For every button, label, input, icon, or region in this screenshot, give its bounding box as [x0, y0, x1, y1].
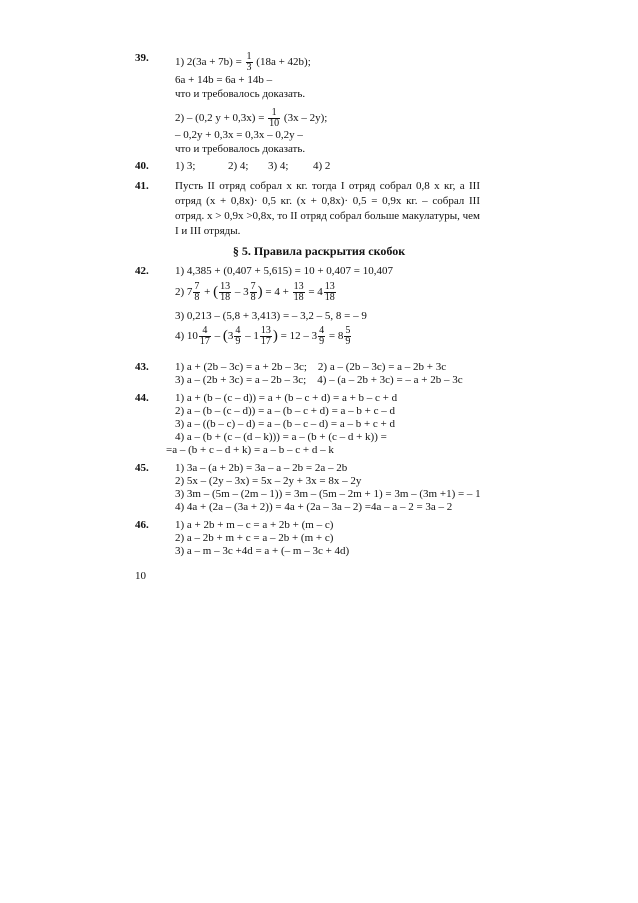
p42-l2-pre: 2) 7	[175, 286, 193, 299]
open-paren: (	[222, 328, 228, 344]
p44-line-1: 1) a + (b – (c – d)) = a + (b – c + d) = a + b – c + d	[175, 392, 398, 404]
p42-line-3: 3) 0,213 – (5,8 + 3,413) = – 3,2 – 5, 8 = – 9	[175, 310, 367, 322]
p39-line-5: – 0,2y + 0,3x = 0,3x – 0,2y –	[175, 129, 303, 141]
p42-l2-plus: +	[204, 286, 211, 299]
p46-line-3: 3) a – m – 3c +4d = a + (– m – 3c + 4d)	[175, 545, 350, 557]
fraction: $\frac{13}{18}$	[324, 281, 335, 303]
p39-l4b: (3x – 2y);	[283, 112, 328, 125]
p44-line-3: 3) a – ((b – c) – d) = a – (b – c – d) = a – b + c + d	[175, 418, 395, 430]
p39-line-2: 6a + 14b = 6a + 14b –	[175, 74, 273, 86]
p44-line-5: =a – (b + c – d + k) = a – b – c + d – k	[166, 444, 334, 456]
p40-d: 4) 2	[313, 160, 331, 172]
p45-line-2: 2) 5x – (2y – 3x) = 5x – 2y + 3x = 8x – 2y	[175, 475, 362, 487]
p39-line-1	[175, 52, 311, 73]
p39-l1a: 1) 2(3a + 7b) =	[175, 56, 242, 69]
open-paren: (	[213, 284, 219, 300]
close-paren: )	[257, 284, 263, 300]
fraction: $\frac{4}{9}$	[235, 325, 241, 347]
problem-number-43: 43.	[135, 361, 149, 373]
p39-l1b: (18a + 42b);	[256, 56, 311, 69]
p42-l4-minus: –	[214, 330, 221, 343]
p45-line-1: 1) 3a – (a + 2b) = 3a – a – 2b = 2a – 2b	[175, 462, 348, 474]
problem-number-42: 42.	[135, 265, 149, 277]
fraction: $\frac{13}{17}$	[260, 325, 271, 347]
p42-l2-eq2: = 4	[308, 286, 323, 299]
problem-number-46: 46.	[135, 519, 149, 531]
p41-text: Пусть II отряд собрал x кг. тогда I отряд собрал 0,8 x кг, а III отряд (x + 0,8x)· 0,5 кг. (x + 0,8x)· 0,5 = 0,9x кг. – собрал III отряд. x > 0,9x >0,8x, то II отряд собрал больше макулатуры, чем I и III отряды.	[175, 180, 480, 237]
problem-number-45: 45.	[135, 462, 149, 474]
p43-line-2: 3) a – (2b + 3c) = a – 2b – 3c; 4) – (a – 2b + 3c) = – a + 2b – 3c	[175, 374, 463, 386]
problem-number-40: 40.	[135, 160, 149, 172]
fraction: $\frac{7}{8}$	[250, 281, 256, 303]
problem-number-44: 44.	[135, 392, 149, 404]
fraction: $\frac{4}{17}$	[199, 325, 210, 347]
p40-b: 2) 4;	[228, 160, 249, 172]
section-heading: § 5. Правила раскрытия скобок	[232, 244, 406, 258]
close-paren: )	[272, 328, 278, 344]
p44-line-2: 2) a – (b – (c – d)) = a – (b – c + d) = a – b + c – d	[175, 405, 395, 417]
fraction: $\frac{7}{8}$	[194, 281, 200, 303]
p42-line-2	[175, 282, 337, 303]
fraction: $\frac{13}{18}$	[293, 281, 304, 303]
p42-l2-eq: = 4 +	[265, 286, 289, 299]
p42-l4-eq: = 12 – 3	[280, 330, 318, 343]
p42-line-1: 1) 4,385 + (0,407 + 5,615) = 10 + 0,407 = 10,407	[175, 265, 394, 277]
p46-line-2: 2) a – 2b + m + c = a – 2b + (m + c)	[175, 532, 334, 544]
page-number: 10	[135, 570, 146, 582]
p39-line-4	[175, 108, 327, 129]
p46-line-1: 1) a + 2b + m – c = a + 2b + (m – c)	[175, 519, 334, 531]
p39-l4a: 2) – (0,2 y + 0,3x) =	[175, 112, 265, 125]
p42-line-4	[175, 326, 352, 347]
fraction: $\frac{5}{9}$	[345, 325, 351, 347]
p44-line-4: 4) a – (b + (c – (d – k))) = a – (b + (c – d + k)) =	[175, 431, 387, 443]
problem-number-39: 39.	[135, 52, 149, 64]
fraction: $\frac{4}{9}$	[319, 325, 325, 347]
p39-line-3: что и требовалось доказать.	[175, 88, 306, 100]
p42-l4-pre: 4) 10	[175, 330, 198, 343]
p42-l4-eq2: = 8	[328, 330, 344, 343]
p43-line-1: 1) a + (2b – 3c) = a + 2b – 3c; 2) a – (2b – 3c) = a – 2b + 3c	[175, 361, 447, 373]
p40-a: 1) 3;	[175, 160, 196, 172]
problem-number-41: 41.	[135, 180, 149, 192]
fraction: $\frac{13}{18}$	[220, 281, 231, 303]
p40-c: 3) 4;	[268, 160, 289, 172]
p42-l4-w2: 3	[227, 330, 234, 343]
p42-l2-minus: – 3	[234, 286, 249, 299]
p42-l4-m2: – 1	[245, 330, 259, 343]
p39-line-6: что и требовалось доказать.	[175, 143, 306, 155]
p45-line-4: 4) 4a + (2a – (3a + 2)) = 4a + (2a – 3a – 2) =4a – a – 2 = 3a – 2	[175, 501, 453, 513]
fraction: $\frac{1}{3}$	[246, 51, 252, 73]
fraction: $\frac{1}{10}$	[269, 107, 280, 129]
p45-line-3: 3) 3m – (5m – (2m – 1)) = 3m – (5m – 2m + 1) = 3m – (3m +1) = – 1	[175, 488, 481, 500]
